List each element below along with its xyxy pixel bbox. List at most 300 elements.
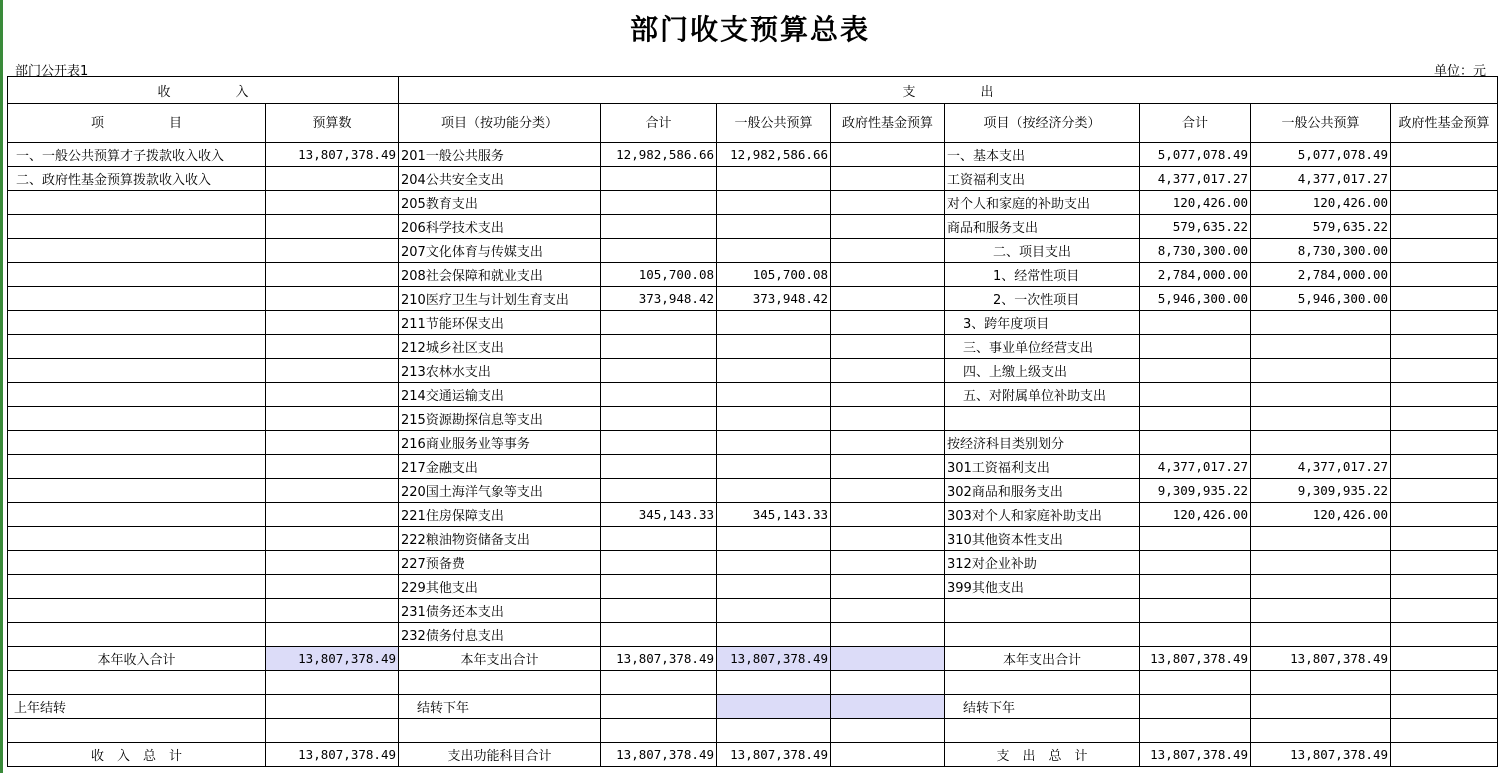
col-header-total: 合计 xyxy=(601,104,717,143)
table-row xyxy=(8,431,1498,455)
econ-total-cell[interactable] xyxy=(1140,311,1251,335)
income-budget-cell[interactable] xyxy=(266,551,399,575)
budget-table xyxy=(7,76,1498,767)
cell[interactable] xyxy=(601,719,717,743)
econ-fund-cell[interactable] xyxy=(1391,335,1498,359)
income-item-cell[interactable] xyxy=(8,263,266,287)
func-item-cell[interactable]: 217金融支出 xyxy=(399,455,601,479)
econ-total-cell[interactable] xyxy=(1140,551,1251,575)
income-item-cell[interactable] xyxy=(8,623,266,647)
func-total-cell[interactable] xyxy=(601,191,717,215)
func-general-cell[interactable] xyxy=(717,431,831,455)
econ-general-cell[interactable] xyxy=(1251,335,1391,359)
income-item-cell[interactable] xyxy=(8,335,266,359)
func-fund-cell[interactable] xyxy=(831,479,945,503)
table-row xyxy=(8,263,1498,287)
func-total-cell[interactable] xyxy=(601,575,717,599)
func-item-cell[interactable]: 201一般公共服务 xyxy=(399,143,601,167)
func-fund-cell[interactable] xyxy=(831,335,945,359)
func-total-cell[interactable] xyxy=(601,623,717,647)
col-header-fund: 政府性基金预算 xyxy=(831,104,945,143)
econ-general-cell[interactable]: 120,426.00 xyxy=(1251,191,1391,215)
econ-item-cell[interactable]: 2、一次性项目 xyxy=(945,287,1140,311)
func-total-cell[interactable]: 105,700.08 xyxy=(601,263,717,287)
econ-fund-cell[interactable] xyxy=(1391,599,1498,623)
func-item-cell[interactable]: 206科学技术支出 xyxy=(399,215,601,239)
econ-fund-cell[interactable] xyxy=(1391,311,1498,335)
func-fund-cell[interactable] xyxy=(831,143,945,167)
func-total-cell[interactable] xyxy=(601,215,717,239)
func-item-cell[interactable]: 213农林水支出 xyxy=(399,359,601,383)
col-header-item: 项 目 xyxy=(8,104,266,143)
econ-general-cell[interactable] xyxy=(1251,575,1391,599)
econ-general-cell[interactable]: 9,309,935.22 xyxy=(1251,479,1391,503)
func-item-cell[interactable]: 229其他支出 xyxy=(399,575,601,599)
func-item-cell[interactable]: 204公共安全支出 xyxy=(399,167,601,191)
econ-item-cell[interactable]: 三、事业单位经营支出 xyxy=(945,335,1140,359)
func-item-cell[interactable]: 220国土海洋气象等支出 xyxy=(399,479,601,503)
econ-fund-cell[interactable] xyxy=(1391,527,1498,551)
table-row xyxy=(8,527,1498,551)
econ-item-cell[interactable] xyxy=(945,623,1140,647)
col-header-func-item: 项目（按功能分类） xyxy=(399,104,601,143)
econ-total-cell[interactable] xyxy=(1140,431,1251,455)
econ-fund-cell[interactable] xyxy=(1391,551,1498,575)
func-item-cell[interactable]: 210医疗卫生与计划生育支出 xyxy=(399,287,601,311)
cell[interactable] xyxy=(1391,719,1498,743)
func-item-cell[interactable]: 212城乡社区支出 xyxy=(399,335,601,359)
econ-total-cell[interactable]: 4,377,017.27 xyxy=(1140,167,1251,191)
func-total-fund[interactable] xyxy=(831,743,945,767)
carry-in-value[interactable] xyxy=(266,695,399,719)
table-row xyxy=(8,599,1498,623)
income-budget-cell[interactable] xyxy=(266,623,399,647)
func-general-cell[interactable] xyxy=(717,383,831,407)
income-budget-cell[interactable] xyxy=(266,215,399,239)
econ-general-cell[interactable] xyxy=(1251,407,1391,431)
func-general-cell[interactable] xyxy=(717,359,831,383)
func-fund-cell[interactable] xyxy=(831,311,945,335)
econ-total-cell[interactable]: 9,309,935.22 xyxy=(1140,479,1251,503)
cell[interactable] xyxy=(945,671,1140,695)
econ-total-cell[interactable] xyxy=(1140,527,1251,551)
income-budget-cell[interactable] xyxy=(266,191,399,215)
func-total-cell[interactable]: 345,143.33 xyxy=(601,503,717,527)
carry-out-label: 结转下年 xyxy=(399,695,601,719)
total-expense-total[interactable]: 13,807,378.49 xyxy=(1140,743,1251,767)
func-item-cell[interactable]: 216商业服务业等事务 xyxy=(399,431,601,455)
cell[interactable] xyxy=(1140,671,1251,695)
func-general-cell[interactable] xyxy=(717,575,831,599)
econ-fund-cell[interactable] xyxy=(1391,263,1498,287)
income-item-cell[interactable] xyxy=(8,575,266,599)
func-total-cell[interactable] xyxy=(601,311,717,335)
table-row xyxy=(8,191,1498,215)
econ-item-cell[interactable]: 商品和服务支出 xyxy=(945,215,1140,239)
func-fund-cell[interactable] xyxy=(831,599,945,623)
func-general-cell[interactable]: 12,982,586.66 xyxy=(717,143,831,167)
econ-fund-cell[interactable] xyxy=(1391,383,1498,407)
cell[interactable] xyxy=(1140,719,1251,743)
table-row xyxy=(8,143,1498,167)
func-fund-cell[interactable] xyxy=(831,527,945,551)
func-fund-cell[interactable] xyxy=(831,623,945,647)
econ-total-cell[interactable]: 579,635.22 xyxy=(1140,215,1251,239)
econ-fund-cell[interactable] xyxy=(1391,167,1498,191)
cell[interactable] xyxy=(1391,671,1498,695)
year-income-value[interactable]: 13,807,378.49 xyxy=(266,647,399,671)
econ-item-cell[interactable]: 对个人和家庭的补助支出 xyxy=(945,191,1140,215)
cell[interactable] xyxy=(1251,719,1391,743)
func-fund-cell[interactable] xyxy=(831,407,945,431)
func-total-general[interactable]: 13,807,378.49 xyxy=(717,743,831,767)
econ-fund-cell[interactable] xyxy=(1391,239,1498,263)
func-fund-cell[interactable] xyxy=(831,359,945,383)
func-fund-cell[interactable] xyxy=(831,239,945,263)
econ-item-cell[interactable]: 399其他支出 xyxy=(945,575,1140,599)
econ-item-cell[interactable]: 五、对附属单位补助支出 xyxy=(945,383,1140,407)
func-fund-cell[interactable] xyxy=(831,191,945,215)
table-row xyxy=(8,383,1498,407)
econ-item-cell[interactable]: 310其他资本性支出 xyxy=(945,527,1140,551)
year-expense-total[interactable]: 13,807,378.49 xyxy=(601,647,717,671)
income-item-cell[interactable] xyxy=(8,311,266,335)
func-total-cell[interactable] xyxy=(601,383,717,407)
func-general-cell[interactable]: 373,948.42 xyxy=(717,287,831,311)
income-budget-cell[interactable] xyxy=(266,359,399,383)
table-row xyxy=(8,335,1498,359)
cell[interactable] xyxy=(266,671,399,695)
func-total-cell[interactable] xyxy=(601,527,717,551)
func-fund-cell[interactable] xyxy=(831,287,945,311)
econ-fund-cell[interactable] xyxy=(1391,623,1498,647)
func-total-cell[interactable] xyxy=(601,551,717,575)
table-row xyxy=(8,623,1498,647)
func-total-total[interactable]: 13,807,378.49 xyxy=(601,743,717,767)
cell[interactable] xyxy=(399,719,601,743)
econ-general-cell[interactable] xyxy=(1251,527,1391,551)
func-fund-cell[interactable] xyxy=(831,215,945,239)
income-budget-cell[interactable] xyxy=(266,383,399,407)
func-general-cell[interactable] xyxy=(717,527,831,551)
func-item-cell[interactable]: 207文化体育与传媒支出 xyxy=(399,239,601,263)
func-item-cell[interactable]: 232债务付息支出 xyxy=(399,623,601,647)
econ-general-cell[interactable] xyxy=(1251,623,1391,647)
func-fund-cell[interactable] xyxy=(831,575,945,599)
func-general-cell[interactable] xyxy=(717,215,831,239)
econ-total-cell[interactable] xyxy=(1140,407,1251,431)
table-row xyxy=(8,551,1498,575)
func-item-cell[interactable]: 208社会保障和就业支出 xyxy=(399,263,601,287)
func-total-cell[interactable] xyxy=(601,335,717,359)
econ-general-cell[interactable] xyxy=(1251,431,1391,455)
blank-row xyxy=(8,671,1498,695)
func-total-cell[interactable] xyxy=(601,359,717,383)
econ-total-cell[interactable]: 8,730,300.00 xyxy=(1140,239,1251,263)
income-budget-cell[interactable] xyxy=(266,287,399,311)
income-budget-cell[interactable] xyxy=(266,503,399,527)
income-item-cell[interactable]: 一、一般公共预算才子拨款收入收入 xyxy=(8,143,266,167)
income-item-cell[interactable] xyxy=(8,239,266,263)
year-expense-label: 本年支出合计 xyxy=(399,647,601,671)
func-item-cell[interactable]: 231债务还本支出 xyxy=(399,599,601,623)
func-general-cell[interactable]: 345,143.33 xyxy=(717,503,831,527)
econ-item-cell[interactable] xyxy=(945,407,1140,431)
total-income-label: 收 入 总 计 xyxy=(8,743,266,767)
income-item-cell[interactable] xyxy=(8,383,266,407)
income-item-cell[interactable] xyxy=(8,503,266,527)
table-row xyxy=(8,215,1498,239)
econ-total-cell[interactable] xyxy=(1140,575,1251,599)
econ-general-cell[interactable]: 579,635.22 xyxy=(1251,215,1391,239)
total-expense-general[interactable]: 13,807,378.49 xyxy=(1251,743,1391,767)
econ-item-cell[interactable]: 一、基本支出 xyxy=(945,143,1140,167)
income-total-row xyxy=(8,647,1498,671)
func-general-cell[interactable]: 105,700.08 xyxy=(717,263,831,287)
econ-fund-cell[interactable] xyxy=(1391,407,1498,431)
table-row xyxy=(8,359,1498,383)
func-total-cell[interactable]: 12,982,586.66 xyxy=(601,143,717,167)
total-income-value[interactable]: 13,807,378.49 xyxy=(266,743,399,767)
func-general-cell[interactable] xyxy=(717,167,831,191)
econ-general-cell[interactable] xyxy=(1251,383,1391,407)
func-general-cell[interactable] xyxy=(717,311,831,335)
func-general-cell[interactable] xyxy=(717,599,831,623)
income-item-cell[interactable] xyxy=(8,479,266,503)
econ-total-cell[interactable] xyxy=(1140,623,1251,647)
econ-general-cell[interactable]: 8,730,300.00 xyxy=(1251,239,1391,263)
func-fund-cell[interactable] xyxy=(831,263,945,287)
econ-item-cell[interactable]: 3、跨年度项目 xyxy=(945,311,1140,335)
econ-fund-cell[interactable] xyxy=(1391,143,1498,167)
year-expense-label-2: 本年支出合计 xyxy=(945,647,1140,671)
carry-out-fund[interactable] xyxy=(831,695,945,719)
income-budget-cell[interactable] xyxy=(266,311,399,335)
income-budget-cell[interactable] xyxy=(266,527,399,551)
table-row xyxy=(8,311,1498,335)
cell[interactable] xyxy=(717,671,831,695)
func-fund-cell[interactable] xyxy=(831,383,945,407)
income-budget-cell[interactable]: 13,807,378.49 xyxy=(266,143,399,167)
table-row xyxy=(8,167,1498,191)
cell[interactable] xyxy=(717,719,831,743)
year-expense-fund-2[interactable] xyxy=(1391,647,1498,671)
func-total-cell[interactable] xyxy=(601,239,717,263)
table-row xyxy=(8,455,1498,479)
table-code: 部门公开表1 xyxy=(15,64,89,79)
grand-total-row xyxy=(8,743,1498,767)
econ-total-cell[interactable]: 4,377,017.27 xyxy=(1140,455,1251,479)
func-total-cell[interactable]: 373,948.42 xyxy=(601,287,717,311)
window-left-border xyxy=(0,0,3,773)
func-general-cell[interactable] xyxy=(717,335,831,359)
func-total-cell[interactable] xyxy=(601,431,717,455)
econ-fund-cell[interactable] xyxy=(1391,503,1498,527)
table-row xyxy=(8,407,1498,431)
func-general-cell[interactable] xyxy=(717,407,831,431)
unit-label: 单位：元 xyxy=(1433,64,1486,79)
carry-out-label-2: 结转下年 xyxy=(945,695,1140,719)
econ-fund-cell[interactable] xyxy=(1391,215,1498,239)
income-budget-cell[interactable] xyxy=(266,479,399,503)
func-fund-cell[interactable] xyxy=(831,551,945,575)
econ-item-cell[interactable]: 312对企业补助 xyxy=(945,551,1140,575)
carry-out-fund-2[interactable] xyxy=(1391,695,1498,719)
blank-row xyxy=(8,719,1498,743)
econ-item-cell[interactable]: 303对个人和家庭补助支出 xyxy=(945,503,1140,527)
carry-in-label: 上年结转 xyxy=(8,695,266,719)
cell[interactable] xyxy=(945,719,1140,743)
income-item-cell[interactable] xyxy=(8,215,266,239)
cell[interactable] xyxy=(399,671,601,695)
econ-item-cell[interactable] xyxy=(945,599,1140,623)
income-item-cell[interactable] xyxy=(8,551,266,575)
cell[interactable] xyxy=(266,719,399,743)
income-budget-cell[interactable] xyxy=(266,167,399,191)
func-fund-cell[interactable] xyxy=(831,455,945,479)
col-header-general-2: 一般公共预算 xyxy=(1251,104,1391,143)
year-expense-general[interactable]: 13,807,378.49 xyxy=(717,647,831,671)
income-item-cell[interactable] xyxy=(8,359,266,383)
func-total-cell[interactable] xyxy=(601,455,717,479)
econ-fund-cell[interactable] xyxy=(1391,455,1498,479)
func-fund-cell[interactable] xyxy=(831,431,945,455)
econ-item-cell[interactable]: 工资福利支出 xyxy=(945,167,1140,191)
func-item-cell[interactable]: 205教育支出 xyxy=(399,191,601,215)
econ-total-cell[interactable]: 5,946,300.00 xyxy=(1140,287,1251,311)
func-general-cell[interactable] xyxy=(717,479,831,503)
expense-section-header: 支 出 xyxy=(399,77,1498,104)
table-row xyxy=(8,503,1498,527)
econ-general-cell[interactable]: 5,946,300.00 xyxy=(1251,287,1391,311)
func-total-cell[interactable] xyxy=(601,599,717,623)
func-item-cell[interactable]: 227预备费 xyxy=(399,551,601,575)
income-item-cell[interactable]: 二、政府性基金预算拨款收入收入 xyxy=(8,167,266,191)
econ-item-cell[interactable]: 302商品和服务支出 xyxy=(945,479,1140,503)
carry-out-general-2[interactable] xyxy=(1251,695,1391,719)
econ-general-cell[interactable]: 4,377,017.27 xyxy=(1251,455,1391,479)
income-budget-cell[interactable] xyxy=(266,263,399,287)
table-row xyxy=(8,479,1498,503)
econ-fund-cell[interactable] xyxy=(1391,191,1498,215)
econ-general-cell[interactable] xyxy=(1251,311,1391,335)
func-item-cell[interactable]: 221住房保障支出 xyxy=(399,503,601,527)
income-budget-cell[interactable] xyxy=(266,431,399,455)
func-total-cell[interactable] xyxy=(601,167,717,191)
econ-fund-cell[interactable] xyxy=(1391,359,1498,383)
table-row xyxy=(8,287,1498,311)
total-expense-label: 支 出 总 计 xyxy=(945,743,1140,767)
cell[interactable] xyxy=(601,671,717,695)
income-item-cell[interactable] xyxy=(8,407,266,431)
econ-item-cell[interactable]: 301工资福利支出 xyxy=(945,455,1140,479)
carry-row xyxy=(8,695,1498,719)
income-budget-cell[interactable] xyxy=(266,407,399,431)
func-item-cell[interactable]: 211节能环保支出 xyxy=(399,311,601,335)
income-item-cell[interactable] xyxy=(8,431,266,455)
func-total-cell[interactable] xyxy=(601,479,717,503)
econ-total-cell[interactable]: 5,077,078.49 xyxy=(1140,143,1251,167)
econ-general-cell[interactable] xyxy=(1251,599,1391,623)
income-item-cell[interactable] xyxy=(8,527,266,551)
col-header-general: 一般公共预算 xyxy=(717,104,831,143)
income-budget-cell[interactable] xyxy=(266,239,399,263)
income-section-header: 收 入 xyxy=(8,77,399,104)
cell[interactable] xyxy=(831,671,945,695)
carry-out-total-2[interactable] xyxy=(1140,695,1251,719)
econ-general-cell[interactable] xyxy=(1251,551,1391,575)
col-header-econ-item: 项目（按经济分类） xyxy=(945,104,1140,143)
income-item-cell[interactable] xyxy=(8,599,266,623)
table-row xyxy=(8,575,1498,599)
carry-out-general[interactable] xyxy=(717,695,831,719)
econ-general-cell[interactable]: 4,377,017.27 xyxy=(1251,167,1391,191)
econ-item-cell[interactable]: 1、经常性项目 xyxy=(945,263,1140,287)
econ-total-cell[interactable] xyxy=(1140,383,1251,407)
econ-item-cell[interactable]: 二、项目支出 xyxy=(945,239,1140,263)
func-general-cell[interactable] xyxy=(717,191,831,215)
year-expense-fund[interactable] xyxy=(831,647,945,671)
income-budget-cell[interactable] xyxy=(266,599,399,623)
year-expense-total-2[interactable]: 13,807,378.49 xyxy=(1140,647,1251,671)
total-expense-fund[interactable] xyxy=(1391,743,1498,767)
econ-total-cell[interactable] xyxy=(1140,599,1251,623)
func-total-label: 支出功能科目合计 xyxy=(399,743,601,767)
func-total-cell[interactable] xyxy=(601,407,717,431)
page-title: 部门收支预算总表 xyxy=(629,13,870,46)
econ-total-cell[interactable]: 120,426.00 xyxy=(1140,191,1251,215)
func-fund-cell[interactable] xyxy=(831,167,945,191)
income-item-cell[interactable] xyxy=(8,455,266,479)
econ-fund-cell[interactable] xyxy=(1391,431,1498,455)
func-item-cell[interactable]: 215资源勘探信息等支出 xyxy=(399,407,601,431)
econ-total-cell[interactable] xyxy=(1140,359,1251,383)
income-item-cell[interactable] xyxy=(8,287,266,311)
econ-total-cell[interactable] xyxy=(1140,335,1251,359)
income-budget-cell[interactable] xyxy=(266,575,399,599)
year-expense-general-2[interactable]: 13,807,378.49 xyxy=(1251,647,1391,671)
income-budget-cell[interactable] xyxy=(266,455,399,479)
cell[interactable] xyxy=(1251,671,1391,695)
econ-item-cell[interactable]: 四、上缴上级支出 xyxy=(945,359,1140,383)
econ-general-cell[interactable]: 120,426.00 xyxy=(1251,503,1391,527)
income-item-cell[interactable] xyxy=(8,191,266,215)
func-general-cell[interactable] xyxy=(717,455,831,479)
econ-fund-cell[interactable] xyxy=(1391,287,1498,311)
econ-total-cell[interactable]: 120,426.00 xyxy=(1140,503,1251,527)
income-budget-cell[interactable] xyxy=(266,335,399,359)
func-general-cell[interactable] xyxy=(717,239,831,263)
func-general-cell[interactable] xyxy=(717,623,831,647)
cell[interactable] xyxy=(8,671,266,695)
econ-fund-cell[interactable] xyxy=(1391,575,1498,599)
econ-general-cell[interactable]: 2,784,000.00 xyxy=(1251,263,1391,287)
econ-fund-cell[interactable] xyxy=(1391,479,1498,503)
cell[interactable] xyxy=(831,719,945,743)
func-item-cell[interactable]: 214交通运输支出 xyxy=(399,383,601,407)
econ-item-cell[interactable]: 按经济科目类别划分 xyxy=(945,431,1140,455)
econ-general-cell[interactable]: 5,077,078.49 xyxy=(1251,143,1391,167)
func-general-cell[interactable] xyxy=(717,551,831,575)
col-header-budget: 预算数 xyxy=(266,104,399,143)
econ-total-cell[interactable]: 2,784,000.00 xyxy=(1140,263,1251,287)
func-item-cell[interactable]: 222粮油物资储备支出 xyxy=(399,527,601,551)
carry-out-total[interactable] xyxy=(601,695,717,719)
cell[interactable] xyxy=(8,719,266,743)
econ-general-cell[interactable] xyxy=(1251,359,1391,383)
func-fund-cell[interactable] xyxy=(831,503,945,527)
col-header-fund-2: 政府性基金预算 xyxy=(1391,104,1498,143)
